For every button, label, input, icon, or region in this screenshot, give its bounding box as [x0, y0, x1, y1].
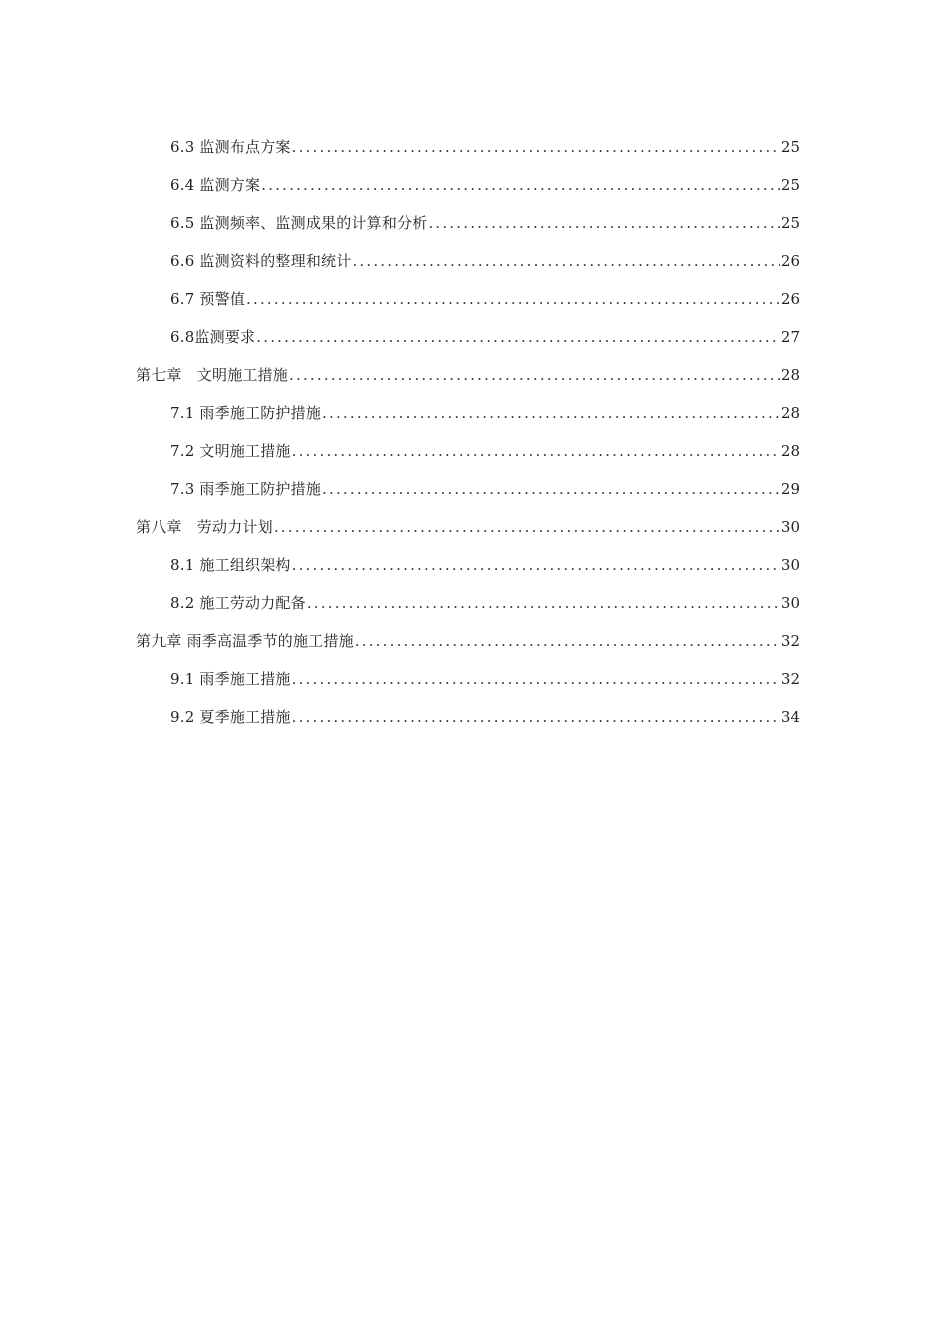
toc-entry-title: 6.8监测要求	[170, 328, 256, 346]
toc-entry-title: 6.6 监测资料的整理和统计	[170, 252, 352, 270]
toc-entry-page: 26	[780, 290, 800, 308]
dot-leader	[352, 247, 779, 275]
toc-chapter-entry[interactable]	[136, 513, 800, 551]
toc-entry-title: 6.5 监测频率、监测成果的计算和分析	[170, 214, 428, 232]
toc-entry[interactable]	[136, 665, 800, 703]
dot-leader	[256, 323, 780, 351]
toc-entry-title: 7.2 文明施工措施	[170, 442, 291, 460]
dot-leader	[307, 589, 780, 617]
toc-entry-title: 9.1 雨季施工措施	[170, 670, 291, 688]
toc-entry-page: 34	[780, 708, 800, 726]
dot-leader	[261, 171, 780, 199]
dot-leader	[428, 209, 779, 237]
toc-entry-page: 29	[780, 480, 800, 498]
toc-entry[interactable]	[136, 133, 800, 171]
toc-entry-page: 32	[780, 632, 800, 650]
toc-chapter-entry[interactable]	[136, 361, 800, 399]
dot-leader	[292, 551, 780, 579]
dot-leader	[292, 703, 780, 731]
toc-entry-page: 26	[780, 252, 800, 270]
table-of-contents	[136, 133, 800, 741]
toc-entry-title: 第九章 雨季高温季节的施工措施	[136, 632, 354, 650]
toc-entry[interactable]	[136, 589, 800, 627]
toc-entry[interactable]	[136, 285, 800, 323]
toc-entry-page: 30	[780, 556, 800, 574]
toc-chapter-entry[interactable]	[136, 627, 800, 665]
toc-entry[interactable]	[136, 475, 800, 513]
dot-leader	[292, 133, 780, 161]
toc-entry[interactable]	[136, 437, 800, 475]
dot-leader	[289, 361, 780, 389]
toc-entry-page: 28	[780, 366, 800, 384]
toc-entry-title: 6.7 预警值	[170, 290, 246, 308]
toc-entry-page: 25	[780, 176, 800, 194]
dot-leader	[322, 399, 780, 427]
toc-entry-title: 第七章 文明施工措施	[136, 366, 289, 384]
toc-entry-title: 8.2 施工劳动力配备	[170, 594, 306, 612]
toc-entry-page: 25	[780, 214, 800, 232]
dot-leader	[322, 475, 780, 503]
toc-entry[interactable]	[136, 323, 800, 361]
toc-entry-page: 32	[780, 670, 800, 688]
toc-entry-page: 30	[780, 594, 800, 612]
toc-entry-page: 28	[780, 404, 800, 422]
dot-leader	[246, 285, 780, 313]
toc-entry-page: 25	[780, 138, 800, 156]
toc-entry-title: 6.3 监测布点方案	[170, 138, 291, 156]
toc-entry-title: 7.3 雨季施工防护措施	[170, 480, 322, 498]
dot-leader	[292, 437, 780, 465]
dot-leader	[292, 665, 780, 693]
toc-entry[interactable]	[136, 247, 800, 285]
toc-entry[interactable]	[136, 209, 800, 247]
toc-entry[interactable]	[136, 171, 800, 209]
dot-leader	[274, 513, 780, 541]
toc-entry-page: 30	[780, 518, 800, 536]
toc-entry[interactable]	[136, 703, 800, 741]
toc-entry-page: 27	[780, 328, 800, 346]
toc-entry-title: 7.1 雨季施工防护措施	[170, 404, 322, 422]
dot-leader	[355, 627, 780, 655]
toc-entry-page: 28	[780, 442, 800, 460]
toc-entry-title: 9.2 夏季施工措施	[170, 708, 291, 726]
toc-entry-title: 6.4 监测方案	[170, 176, 261, 194]
toc-entry-title: 第八章 劳动力计划	[136, 518, 273, 536]
toc-entry[interactable]	[136, 551, 800, 589]
toc-entry[interactable]	[136, 399, 800, 437]
toc-entry-title: 8.1 施工组织架构	[170, 556, 291, 574]
